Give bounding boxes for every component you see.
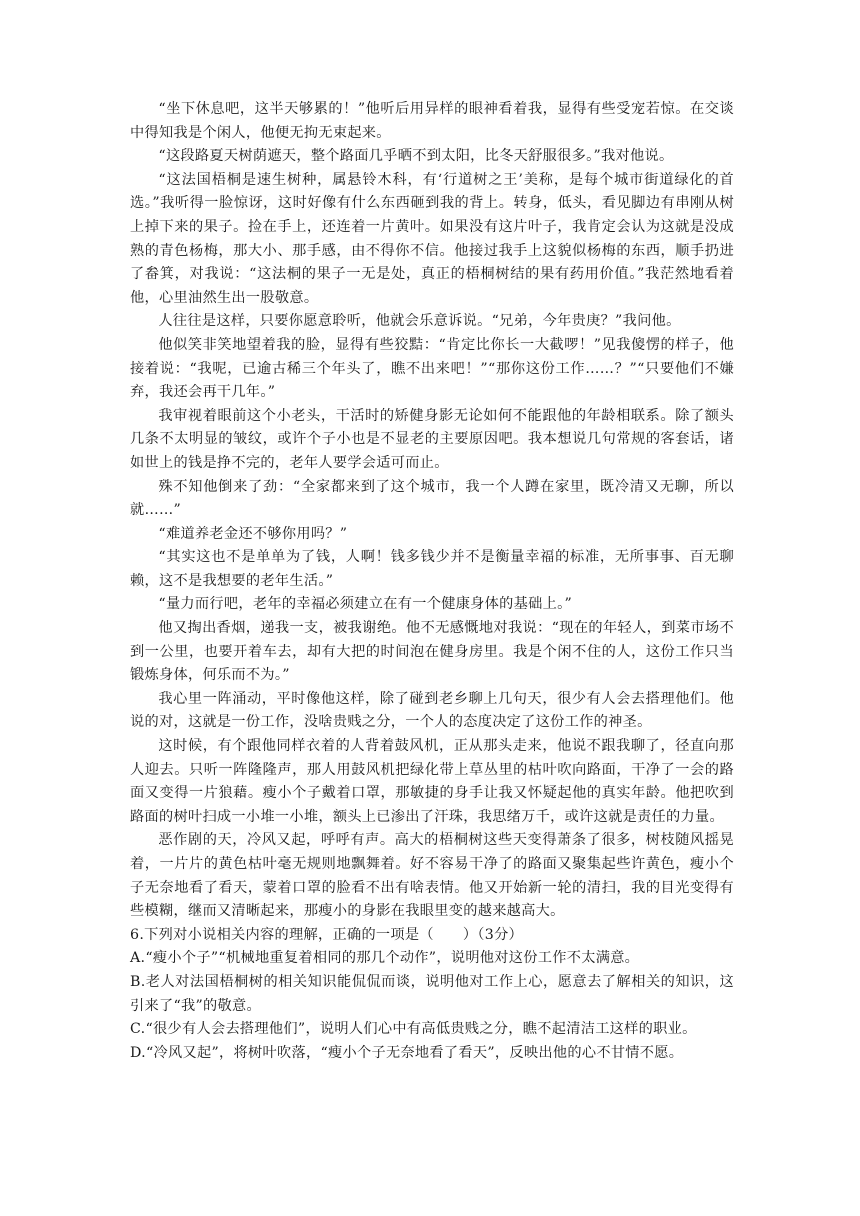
paragraph: 我心里一阵涌动，平时像他这样，除了碰到老乡聊上几句天，很少有人会去搭理他们。他说的对，这就是一份工作，没啥贵贱之分，一个人的态度决定了这份工作的神圣。 xyxy=(130,690,734,731)
paragraph: “量力而行吧，老年的幸福必须建立在有一个健康身体的基础上。” xyxy=(158,596,573,613)
paragraph: “这法国梧桐是速生树种，属悬铃木科，有‘行道树之王’美称，是每个城市街道绿化的首选。”我听得一脸惊讶，这时好像有什么东西砸到我的背上。转身，低头，看见脚边有串刚从树上掉下来的果子。捡在手上，还连着一片黄叶。如果没有这片叶子，我肯定会认为这就是没成熟的青色杨梅，那大小、那手感，由不得你不信。他接过我手上这貌似杨梅的东西，顺手扔进了畚箕，对我说：“这法桐的果子一无是处，真正的梧桐树结的果有药用价值。”我茫然地看着他，心里油然生出一股敬意。 xyxy=(130,171,734,306)
option-c: C.“很少有人会去搭理他们”，说明人们心中有高低贵贱之分，瞧不起清洁工这样的职业。 xyxy=(130,1021,697,1038)
paragraph: 殊不知他倒来了劲：“全家都来到了这个城市，我一个人蹲在家里，既冷清又无聊，所以就……” xyxy=(130,478,734,519)
paragraph: 他又掏出香烟，递我一支，被我谢绝。他不无感慨地对我说：“现在的年轻人，到菜市场不到一公里，也要开着车去，却有大把的时间泡在健身房里。我是个闲不住的人，这份工作只当锻炼身体，何乐而不为。” xyxy=(130,620,734,684)
option-d: D.“冷风又起”，将树叶吹落，“瘦小个子无奈地看了看天”，反映出他的心不甘情不愿。 xyxy=(130,1044,684,1061)
question-stem: 6.下列对小说相关内容的理解，正确的一项是（ ）（3分） xyxy=(130,926,524,943)
paragraph: 恶作剧的天，冷风又起，呼呼有声。高大的梧桐树这些天变得萧条了很多，树枝随风摇晃着，一片片的黄色枯叶毫无规则地飘舞着。好不容易干净了的路面又聚集起些许黄色，瘦小个子无奈地看了看天，蒙着口罩的脸看不出有啥表情。他又开始新一轮的清扫，我的目光变得有些模糊，继而又清晰起来，那瘦小的身影在我眼里变的越来越高大。 xyxy=(130,832,734,920)
paragraph: “难道养老金还不够你用吗？” xyxy=(158,525,348,542)
paragraph: 这时候，有个跟他同样衣着的人背着鼓风机，正从那头走来，他说不跟我聊了，径直向那人迎去。只听一阵隆隆声，那人用鼓风机把绿化带上草丛里的枯叶吹向路面，干净了一会的路面又变得一片狼藉。瘦小个子戴着口罩，那敏捷的身手让我又怀疑起他的真实年龄。他把吹到路面的树叶扫成一小堆一小堆，额头上已渗出了汗珠，我思绪万千，或许这就是责任的力量。 xyxy=(130,738,734,825)
paragraph: 他似笑非笑地望着我的脸，显得有些狡黠：“肯定比你长一大截啰！”见我傻愣的样子，他接着说：“我呢，已逾古稀三个年头了，瞧不出来吧！”“那你这份工作……？”“只要他们不嫌弃，我还会再干几年。” xyxy=(130,336,734,401)
paragraph: 我审视着眼前这个小老头，干活时的矫健身影无论如何不能跟他的年龄相联系。除了额头几条不太明显的皱纹，或许个子小也是不显老的主要原因吧。我本想说几句常规的客套话，诸如世上的钱是挣不完的，老年人要学会适可而止。 xyxy=(130,407,734,471)
paragraph: “这段路夏天树荫遮天，整个路面几乎晒不到太阳，比冬天舒服很多。”我对他说。 xyxy=(158,148,674,165)
option-a: A.“瘦小个子”“机械地重复着相同的那几个动作”，说明他对这份工作不太满意。 xyxy=(130,950,640,967)
paragraph: 人往往是这样，只要你愿意聆听，他就会乐意诉说。“兄弟，今年贵庚？”我问他。 xyxy=(158,313,681,330)
option-b: B.老人对法国梧桐树的相关知识能侃侃而谈，说明他对工作上心，愿意去了解相关的知识，这引来了“我”的敬意。 xyxy=(130,973,734,1014)
paragraph: “坐下休息吧，这半天够累的！”他听后用异样的眼神看着我，显得有些受宠若惊。在交谈中得知我是个闲人，他便无拘无束起来。 xyxy=(130,101,734,141)
paragraph: “其实这也不是单单为了钱，人啊！钱多钱少并不是衡量幸福的标准，无所事事、百无聊赖，这不是我想要的老年生活。” xyxy=(130,549,734,589)
document-body xyxy=(130,98,734,1065)
